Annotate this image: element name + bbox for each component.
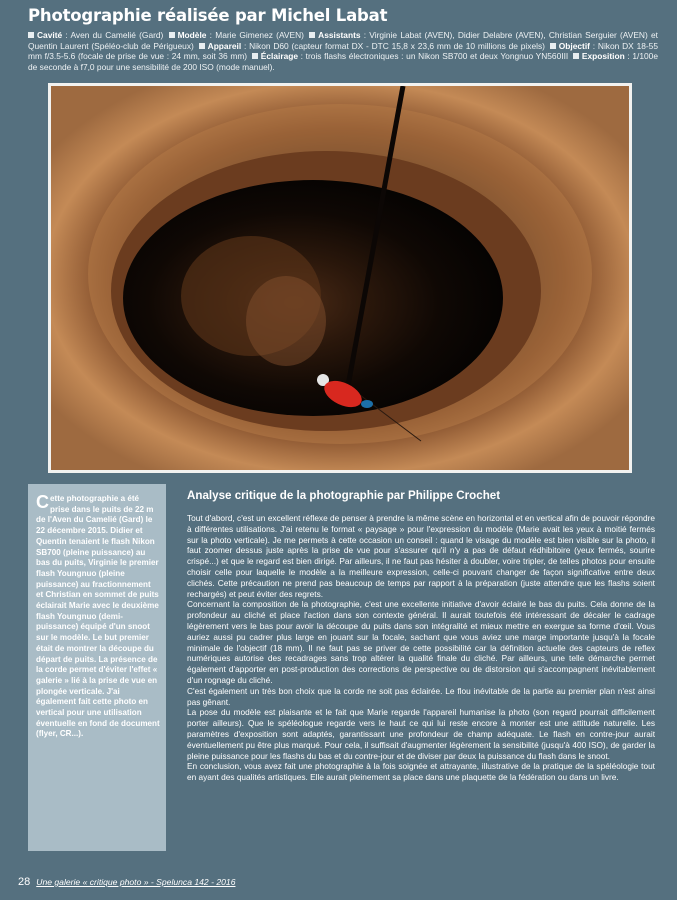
credit-text: : Marie Gimenez (AVEN): [206, 30, 308, 40]
drop-cap: C: [36, 492, 49, 512]
page-footer: [18, 876, 235, 888]
credit-label: Objectif: [558, 40, 590, 51]
sidebar-text: ette photographie a été prise dans le puits de 22 m de l'Aven du Camelié (Gard) le 22 décembre 2015. Didier et Quentin tenaient le flash Nikon SB700 (pleine puissance) au bas du puits, Virginie le premier flash Youngnuo (pleine puissance) au fractionnement et Christian en sommet de puits éclairait Marie avec le deuxième flash Youngnuo (demi-puissance) équipé d'un snoot sur le modèle. Le but premier était de montrer la découpe du départ de puits. La présence de la corde permet d'éviter l'effet « galerie » lié à la prise de vue en plongée verticale. J'ai également fait cette photo en vertical pour une utilisation éventuelle en fond de document (flyer, CR...).: [36, 494, 160, 739]
credit-text: : Nikon D60 (capteur format DX - DTC 15,8 x 23,6 mm de 10 millions de pixels): [241, 40, 548, 51]
page-title: Photographie réalisée par Michel Labat: [28, 6, 388, 25]
credit-text: : trois flashs électroniques : un Nikon SB700 et deux Yongnuo YN560III: [298, 51, 571, 62]
credit-label: Modèle: [177, 30, 207, 40]
bullet-icon: [573, 53, 579, 59]
analysis-paragraph: En conclusion, vous avez fait une photographie à la fois soignée et attrayante, illustrative de la pratique de la spéléologie tout en ayant des qualités artistiques. Elle aurait pleinement sa place dans une plaquette de la fédération ou dans un livre.: [187, 761, 655, 783]
analysis-heading: Analyse critique de la photographie par Philippe Crochet: [187, 489, 501, 502]
sidebar-note: [28, 484, 166, 851]
analysis-body: [187, 513, 655, 783]
photo-frame: [48, 83, 632, 473]
credit-text: : Aven du Camelié (Gard): [62, 30, 167, 40]
analysis-paragraph: Tout d'abord, c'est un excellent réflexe de penser à prendre la même scène en horizontal et en vertical afin de pouvoir répondre à différentes utilisations. J'ai retenu le format « paysage » pour l'expression du modèle (Marie avait les yeux à moitié fermés sur la photo verticale). Je me permets à cette occasion un conseil : quand le visage du modèle est bien visible sur la photo, il faut zoomer dessus juste après la prise de vue pour s'assurer qu'il n'y a pas de défaut rédhibitoire (yeux fermés, sourire crispé...) et que le regard est bien dirigé. Par ailleurs, il ne faut pas hésiter à doubler, voire tripler, de telles photos pour ensuite choisir celle pour laquelle le modèle a la meilleure expression, celle-ci pouvant changer de façon significative entre deux clichés. Cette précaution ne prend pas beaucoup de temps par rapport à la préparation (juste attendre que les flashs soient rechargés) et peut éviter des regrets.: [187, 513, 655, 599]
credit-label: Assistants: [318, 30, 361, 40]
credit-label: Cavité: [37, 30, 63, 40]
bullet-icon: [252, 53, 258, 59]
footer-link[interactable]: Une galerie « critique photo » - Spelunca 142 - 2016: [36, 877, 236, 887]
analysis-paragraph: Concernant la composition de la photographie, c'est une excellente initiative d'avoir éclairé le bas du puits. Cela donne de la profondeur au cliché et place l'action dans son contexte général. Il aurait toutefois été intéressant de décaler le cadrage légèrement vers le bas pour avoir la découpe du puits dans son intégralité et mieux mettre en exergue sa forme d'œil. Vous auriez aussi pu cadrer plus large en jouant sur la focale, sachant que vous aviez une marge importante jusqu'à la focale minimale de l'objectif (18 mm). Il ne faut pas se priver de cette possibilité car la définition actuelle des capteurs de reflex numériques autorise des recadrages sans trop altérer la qualité finale du cliché. Par ailleurs, une telle démarche permet également d'apporter en post-production des corrections de perspective ou de distorsion qui s'accompagnent inévitablement d'un rognage du cliché.: [187, 599, 655, 685]
credit-text: : Virginie Labat (AVEN), Didier Delabre (AVEN), Christian Serguier (AVEN) et Quentin Laurent (Spéléo-club de Périgueux): [28, 30, 658, 51]
bullet-icon: [309, 32, 315, 38]
credit-label: Appareil: [207, 40, 242, 51]
page-number: 28: [18, 876, 31, 888]
analysis-paragraph: C'est également un très bon choix que la corde ne soit pas éclairée. Le flou inévitable de la partie au premier plan n'est ainsi pas gênant.: [187, 685, 655, 707]
cave-photograph: [51, 86, 629, 470]
bullet-icon: [550, 43, 556, 49]
credit-text: : 1/100e de seconde à f7,0 pour une sensibilité de 200 ISO (mode manuel).: [28, 51, 658, 72]
photo-credits: [28, 30, 658, 72]
credit-label: Exposition: [581, 51, 625, 62]
bullet-icon: [169, 32, 175, 38]
bullet-icon: [199, 43, 205, 49]
bullet-icon: [28, 32, 34, 38]
credit-text: : Nikon DX 18-55 mm f/3.5-5.6 (focale de prise de vue : 24 mm, soit 36 mm): [28, 40, 658, 62]
cave-illustration: [51, 86, 629, 470]
credit-label: Éclairage: [260, 51, 299, 62]
analysis-paragraph: La pose du modèle est plaisante et le fait que Marie regarde l'appareil humanise la photo (son regard pourrait difficilement porter ailleurs). Que le spéléologue regarde vers le haut ce qui lui reste encore à monter est une attitude naturelle. Les paramètres d'exposition sont adaptés, garantissant une profondeur de champ adéquate. Le flash en contre-jour aurait éventuellement pu être plus marqué. Pour cela, il suffisait d'augmenter légèrement la sensibilité (jusqu'à 400 ISO), de garder la pleine puissance pour les flashs du bas et du contre-jour et de diviser par deux la puissance du flash dans le snoot.: [187, 707, 655, 761]
